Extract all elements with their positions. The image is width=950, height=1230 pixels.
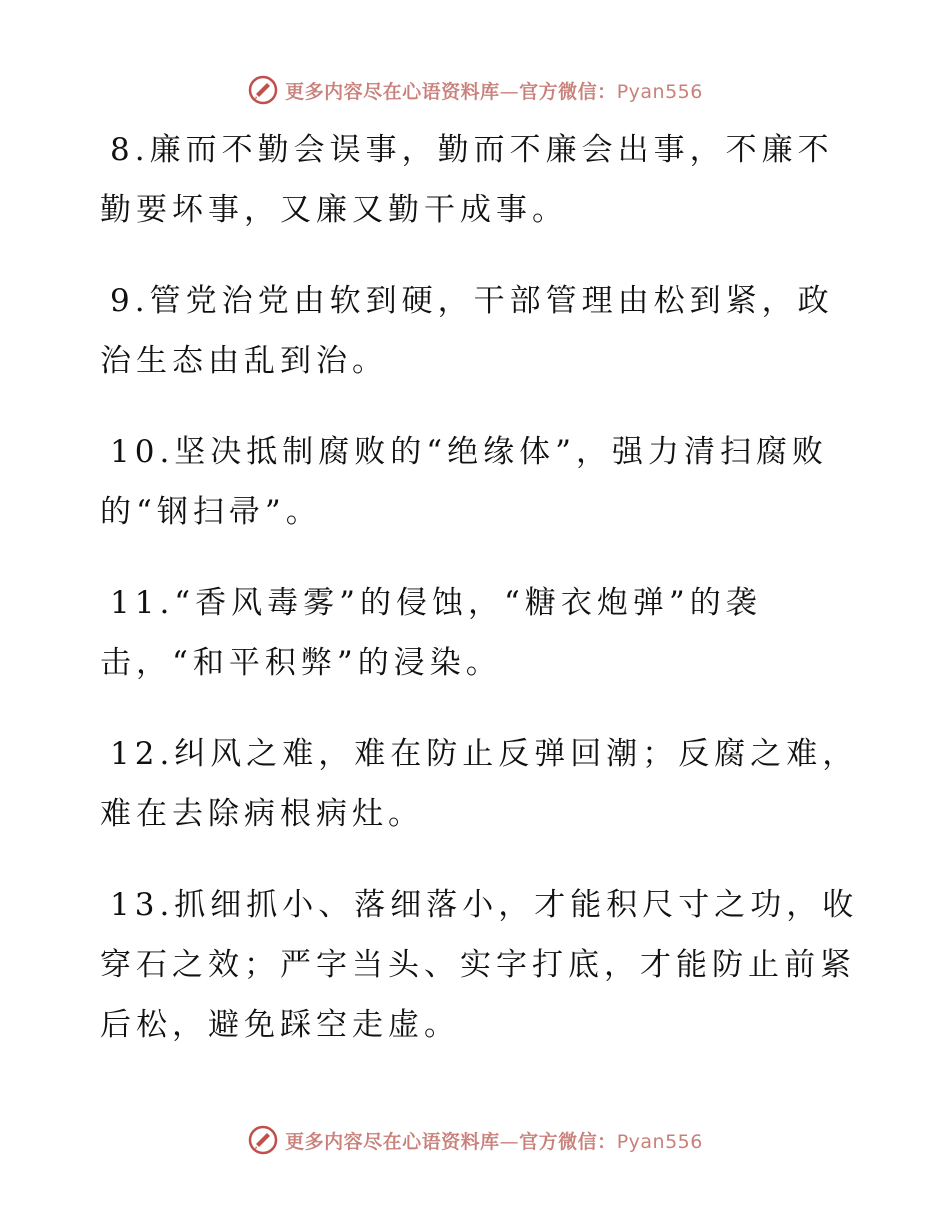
- watermark-text: [285, 1127, 703, 1154]
- list-item: 10.坚决抵制腐败的“绝缘体”，强力清扫腐败的“钢扫帚”。: [100, 434, 828, 530]
- watermark-wechat-id: Pyan556: [616, 80, 703, 103]
- footer-watermark: [0, 1120, 950, 1160]
- watermark-cn: 更多内容尽在心语资料库: [285, 80, 500, 103]
- watermark-separator: —: [499, 1130, 520, 1153]
- list-item: 11.“香风毒雾”的侵蚀，“糖衣炮弹”的袭击，“和平积弊”的浸染。: [100, 585, 762, 681]
- watermark-wechat-label: 官方微信：: [519, 80, 617, 103]
- watermark-wechat-id: Pyan556: [616, 1130, 703, 1153]
- watermark-separator: —: [499, 80, 520, 103]
- list-item: 8.廉而不勤会误事，勤而不廉会出事，不廉不勤要坏事，又廉又勤干成事。: [100, 132, 834, 228]
- list-item: 12.纠风之难，难在防止反弹回潮；反腐之难，难在去除病根病灶。: [100, 736, 859, 832]
- watermark-cn: 更多内容尽在心语资料库: [285, 1130, 500, 1153]
- logo-icon: [247, 1124, 279, 1156]
- header-watermark: [0, 70, 950, 110]
- document-body: [100, 120, 860, 1067]
- list-item: 13.抓细抓小、落细落小，才能积尺寸之功，收穿石之效；严字当头、实字打底，才能防止前紧后松，避免踩空走虚。: [100, 887, 859, 1043]
- list-item: 9.管党治党由软到硬，干部管理由松到紧，政治生态由乱到治。: [100, 283, 834, 379]
- watermark-text: [285, 77, 703, 104]
- logo-icon: [247, 74, 279, 106]
- watermark-wechat-label: 官方微信：: [519, 1130, 617, 1153]
